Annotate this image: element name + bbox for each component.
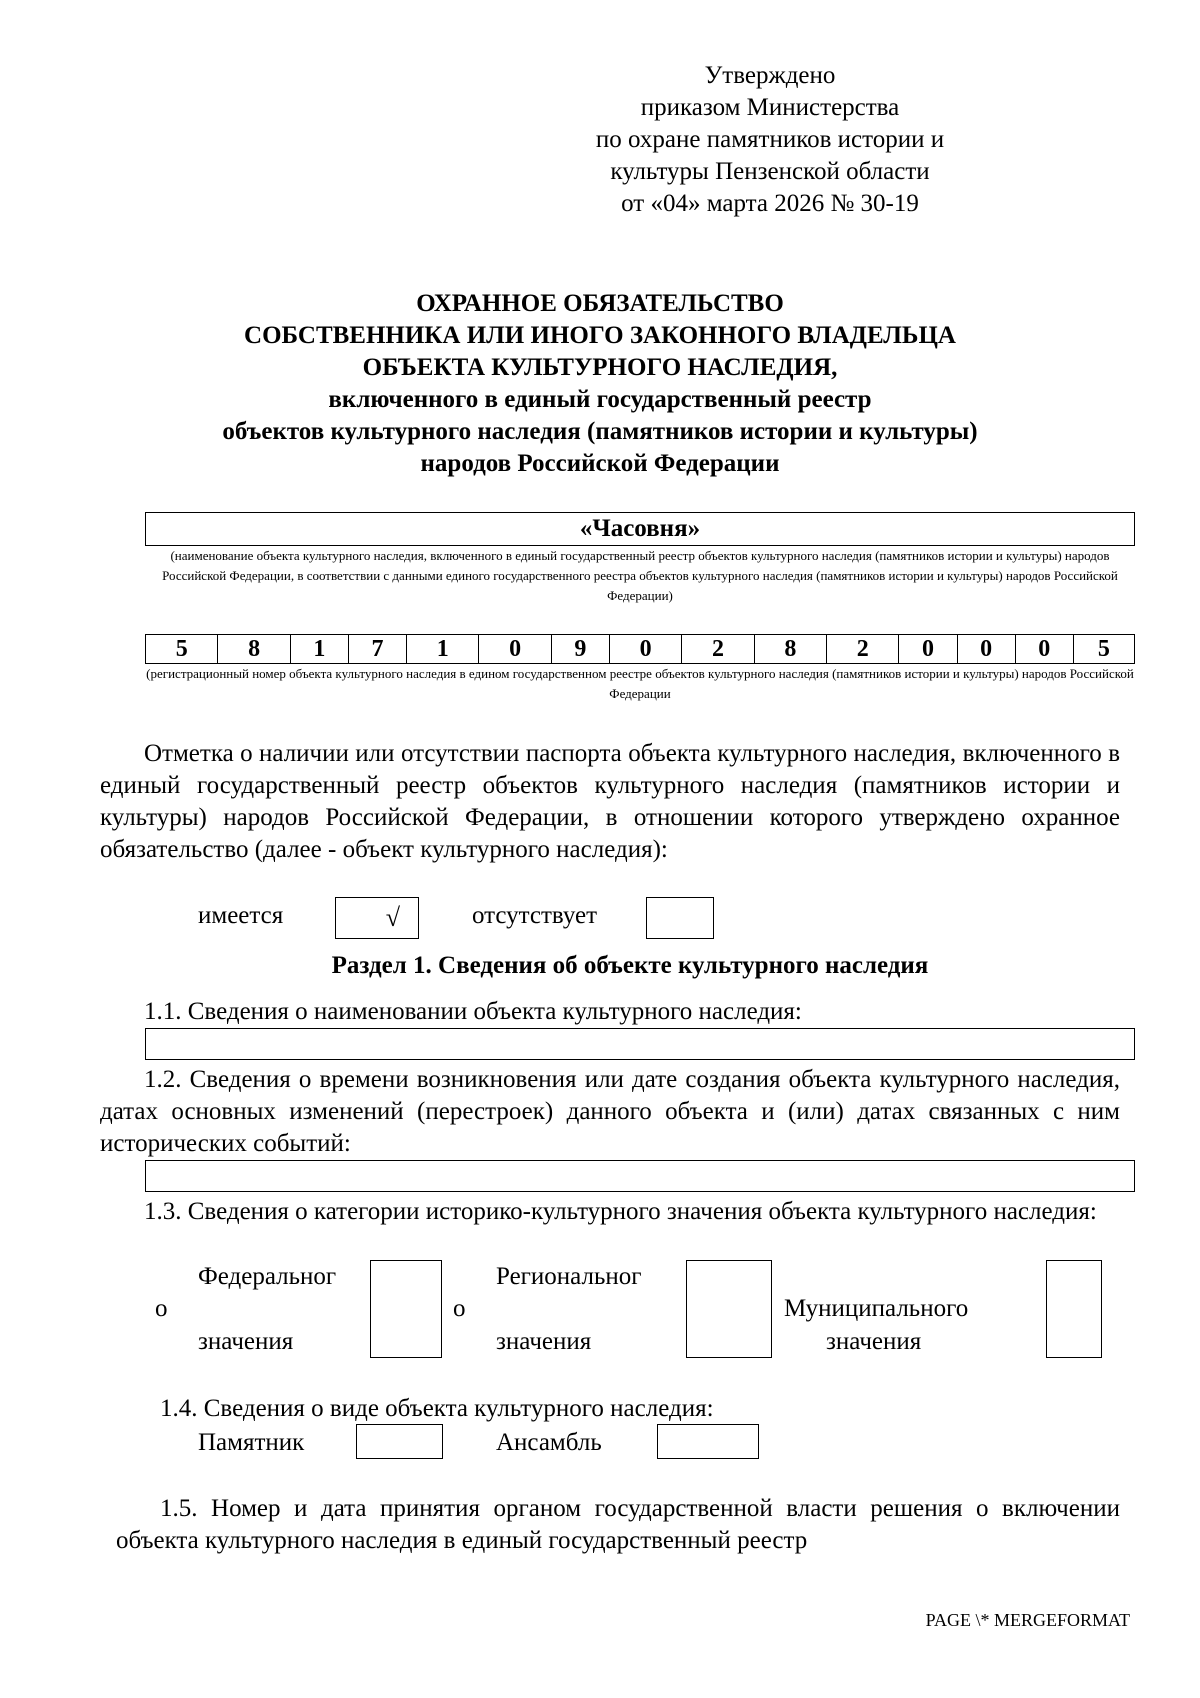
reg-digit: 1 bbox=[407, 635, 479, 664]
document-title bbox=[140, 288, 1060, 480]
regional-label: Региональног bbox=[496, 1263, 642, 1290]
reg-digit: 0 bbox=[479, 635, 551, 664]
title-line: включенного в единый государственный реестр bbox=[328, 386, 872, 413]
reg-digit: 2 bbox=[682, 635, 754, 664]
object-name-caption: (наименование объекта культурного наследия, включенного в единый государственный реестр объектов культурного наследия (памятников истории и культуры) народов Российской Федерации, в соответствии с данными единого государственного реестра объектов культурного наследия (памятников истории и культуры) народов Российской Федерации) bbox=[162, 548, 1118, 603]
ensemble-checkbox[interactable] bbox=[657, 1424, 759, 1459]
reg-digit: 0 bbox=[899, 635, 957, 664]
passport-absent-checkbox[interactable] bbox=[646, 897, 714, 939]
page-number-field: PAGE \* MERGEFORMAT bbox=[925, 1610, 1130, 1630]
section-1-1-label: 1.1. Сведения о наименовании объекта культурного наследия: bbox=[144, 998, 802, 1025]
title-line: объектов культурного наследия (памятников истории и культуры) bbox=[222, 418, 978, 445]
monument-label: Памятник bbox=[198, 1429, 305, 1456]
object-name-field: «Часовня» bbox=[145, 512, 1135, 546]
title-line: ОБЪЕКТА КУЛЬТУРНОГО НАСЛЕДИЯ, bbox=[362, 354, 838, 381]
municipal-label-suffix: значения bbox=[826, 1328, 922, 1355]
approval-line: Утверждено bbox=[704, 62, 836, 89]
passport-has-label: имеется bbox=[198, 902, 284, 929]
approval-block bbox=[560, 60, 980, 220]
reg-digit: 0 bbox=[609, 635, 681, 664]
passport-paragraph: Отметка о наличии или отсутствии паспорта объекта культурного наследия, включенного в единый государственный реестр объектов культурного наследия (памятников истории и культуры) народов Российской Федерации, в отношении которого утверждено охранное обязательство (далее - объект культурного наследия): bbox=[100, 740, 1120, 863]
municipal-checkbox[interactable] bbox=[1046, 1260, 1102, 1358]
approval-line: по охране памятников истории и bbox=[595, 126, 945, 153]
federal-label-wrap: о bbox=[155, 1295, 168, 1322]
reg-digit: 8 bbox=[218, 635, 290, 664]
municipal-label: Муниципального bbox=[784, 1295, 969, 1322]
reg-digit: 0 bbox=[957, 635, 1015, 664]
reg-digit: 2 bbox=[827, 635, 899, 664]
reg-digit: 7 bbox=[348, 635, 406, 664]
reg-digit: 5 bbox=[146, 635, 218, 664]
section-1-3-label: 1.3. Сведения о категории историко-культурного значения объекта культурного наследия: bbox=[144, 1198, 1097, 1225]
regional-checkbox[interactable] bbox=[686, 1260, 772, 1358]
approval-line: приказом Министерства bbox=[640, 94, 900, 121]
regional-label-suffix: значения bbox=[496, 1328, 592, 1355]
regional-label-wrap: о bbox=[453, 1295, 466, 1322]
reg-digit: 1 bbox=[290, 635, 348, 664]
registration-number-table bbox=[145, 634, 1135, 664]
federal-label-suffix: значения bbox=[198, 1328, 294, 1355]
passport-has-checkbox[interactable]: √ bbox=[335, 897, 419, 939]
reg-digit: 5 bbox=[1073, 635, 1134, 664]
reg-digit: 9 bbox=[551, 635, 609, 664]
title-line: ОХРАННОЕ ОБЯЗАТЕЛЬСТВО bbox=[416, 290, 784, 317]
registration-number-caption: (регистрационный номер объекта культурного наследия в едином государственном реестре объектов культурного наследия (памятников истории и культуры) народов Российской Федерации bbox=[146, 666, 1134, 701]
title-line: народов Российской Федерации bbox=[420, 450, 780, 477]
section-1-heading: Раздел 1. Сведения об объекте культурного наследия bbox=[331, 952, 929, 979]
federal-label: Федеральног bbox=[198, 1263, 337, 1290]
monument-checkbox[interactable] bbox=[356, 1424, 443, 1459]
approval-line: культуры Пензенской области bbox=[610, 158, 930, 185]
passport-absent-label: отсутствует bbox=[472, 902, 598, 929]
section-1-2-field[interactable] bbox=[145, 1160, 1135, 1192]
approval-line: от «04» марта 2026 № 30-19 bbox=[621, 190, 919, 217]
section-1-2-label: 1.2. Сведения о времени возникновения или дате создания объекта культурного наследия, датах основных изменений (перестроек) данного объекта и (или) датах связанных с ним исторических событий: bbox=[100, 1066, 1120, 1157]
reg-digit: 0 bbox=[1015, 635, 1073, 664]
title-line: СОБСТВЕННИКА ИЛИ ИНОГО ЗАКОННОГО ВЛАДЕЛЬЦА bbox=[244, 322, 956, 349]
section-1-4-label: 1.4. Сведения о виде объекта культурного наследия: bbox=[160, 1395, 714, 1422]
section-1-1-field[interactable] bbox=[145, 1028, 1135, 1060]
section-1-5-label: 1.5. Номер и дата принятия органом государственной власти решения о включении объекта культурного наследия в единый государственный реестр bbox=[116, 1495, 1120, 1554]
reg-digit: 8 bbox=[754, 635, 826, 664]
federal-checkbox[interactable] bbox=[370, 1260, 442, 1358]
ensemble-label: Ансамбль bbox=[496, 1429, 602, 1456]
